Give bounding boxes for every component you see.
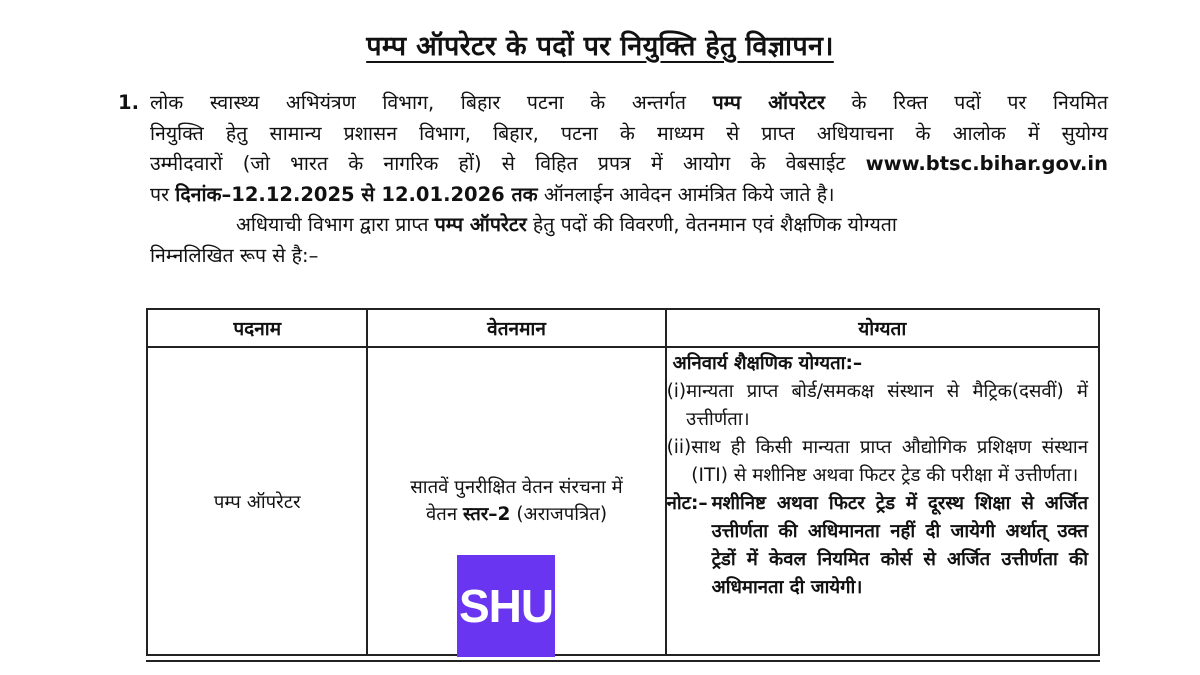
cell-qualification	[666, 347, 1099, 655]
post-name-bold: पम्प ऑपरेटर	[712, 91, 825, 114]
note-marker: नोट:–	[666, 493, 708, 514]
cell-post-name: पम्प ऑपरेटर	[147, 347, 367, 655]
paragraph-line-1	[118, 88, 1108, 119]
line3-text-a: उम्मीदवारों (जो भारत के नागरिक हों) से विहित प्रपत्र में आयोग के वेबसाईट	[150, 152, 846, 175]
paragraph-line-2: नियुक्ति हेतु सामान्य प्रशासन विभाग, बिहार, पटना के माध्यम से प्राप्त अधियाचना के आलोक में सुयोग्य	[150, 121, 1108, 145]
qualification-marker-1: (i)	[666, 381, 687, 402]
line5-text-c: हेतु पदों की विवरणी, वेतनमान एवं शैक्षणिक योग्यता	[532, 213, 897, 236]
paragraph-number: 1.	[118, 91, 139, 114]
line1-text-a: लोक स्वास्थ्य अभियंत्रण विभाग, बिहार पटना के अन्तर्गत	[150, 91, 686, 114]
page-title: पम्प ऑपरेटर के पदों पर नियुक्ति हेतु विज्ञापन।	[366, 31, 834, 62]
qualification-item-1	[667, 378, 1088, 434]
qualification-text-2: साथ ही किसी मान्यता प्राप्त औद्योगिक प्रशिक्षण संस्थान (ITI) से मशीनिष्ट अथवा फिटर ट्रेड की परीक्षा में उत्तीर्णता।	[691, 437, 1088, 486]
header-pay-scale: वेतनमान	[367, 309, 665, 347]
paragraph-line-5	[118, 210, 1108, 241]
pay-level: स्तर–2	[463, 504, 511, 525]
header-qualification: योग्यता	[666, 309, 1099, 347]
paragraph-line-4	[118, 180, 1108, 211]
website-url: www.btsc.bihar.gov.in	[865, 152, 1108, 175]
shu-logo	[457, 555, 555, 657]
note-text: मशीनिष्ट अथवा फिटर ट्रेड में दूरस्थ शिक्षा से अर्जित उत्तीर्णता की अधिमानता नहीं दी जायेगी अर्थात् उक्त ट्रेडों में केवल नियमित कोर्स से अर्जित उत्तीर्णता की अधिमानता दी जायेगी।	[711, 493, 1088, 598]
paragraph-line-3	[118, 149, 1108, 180]
pay-text-a: सातवें पुनरीक्षित वेतन संरचना में	[410, 477, 623, 498]
paragraph-line-6: निम्नलिखित रूप से है:–	[150, 243, 319, 267]
table-header-row	[147, 309, 1099, 347]
pay-text-b: वेतन	[426, 504, 458, 525]
line5-text-a: अधियाची विभाग द्वारा प्राप्त	[236, 213, 429, 236]
qualification-note	[667, 490, 1088, 602]
line1-text-c: के रिक्त पदों पर नियमित	[851, 91, 1108, 114]
post-details-table	[146, 308, 1100, 656]
line4-text-a: पर	[150, 182, 170, 206]
table-row	[147, 347, 1099, 655]
application-dates: दिनांक–12.12.2025 से 12.01.2026 तक	[175, 182, 538, 206]
shu-logo-text: SHU	[458, 580, 554, 632]
qualification-text-1: मान्यता प्राप्त बोर्ड/समकक्ष संस्थान से मैट्रिक(दसवीं) में उत्तीर्णता।	[686, 381, 1088, 430]
post-name-bold-2: पम्प ऑपरेटर	[434, 213, 527, 236]
pay-text-d: (अराजपत्रित)	[516, 504, 608, 525]
qualification-item-2	[667, 434, 1088, 490]
qualification-heading: अनिवार्य शैक्षणिक योग्यता:–	[672, 353, 863, 374]
table-next-row-border	[146, 660, 1100, 662]
header-post-name: पदनाम	[147, 309, 367, 347]
intro-paragraph	[118, 88, 1108, 271]
qualification-marker-2: (ii)	[666, 437, 692, 458]
line4-text-c: ऑनलाईन आवेदन आमंत्रित किये जाते है।	[543, 182, 835, 206]
